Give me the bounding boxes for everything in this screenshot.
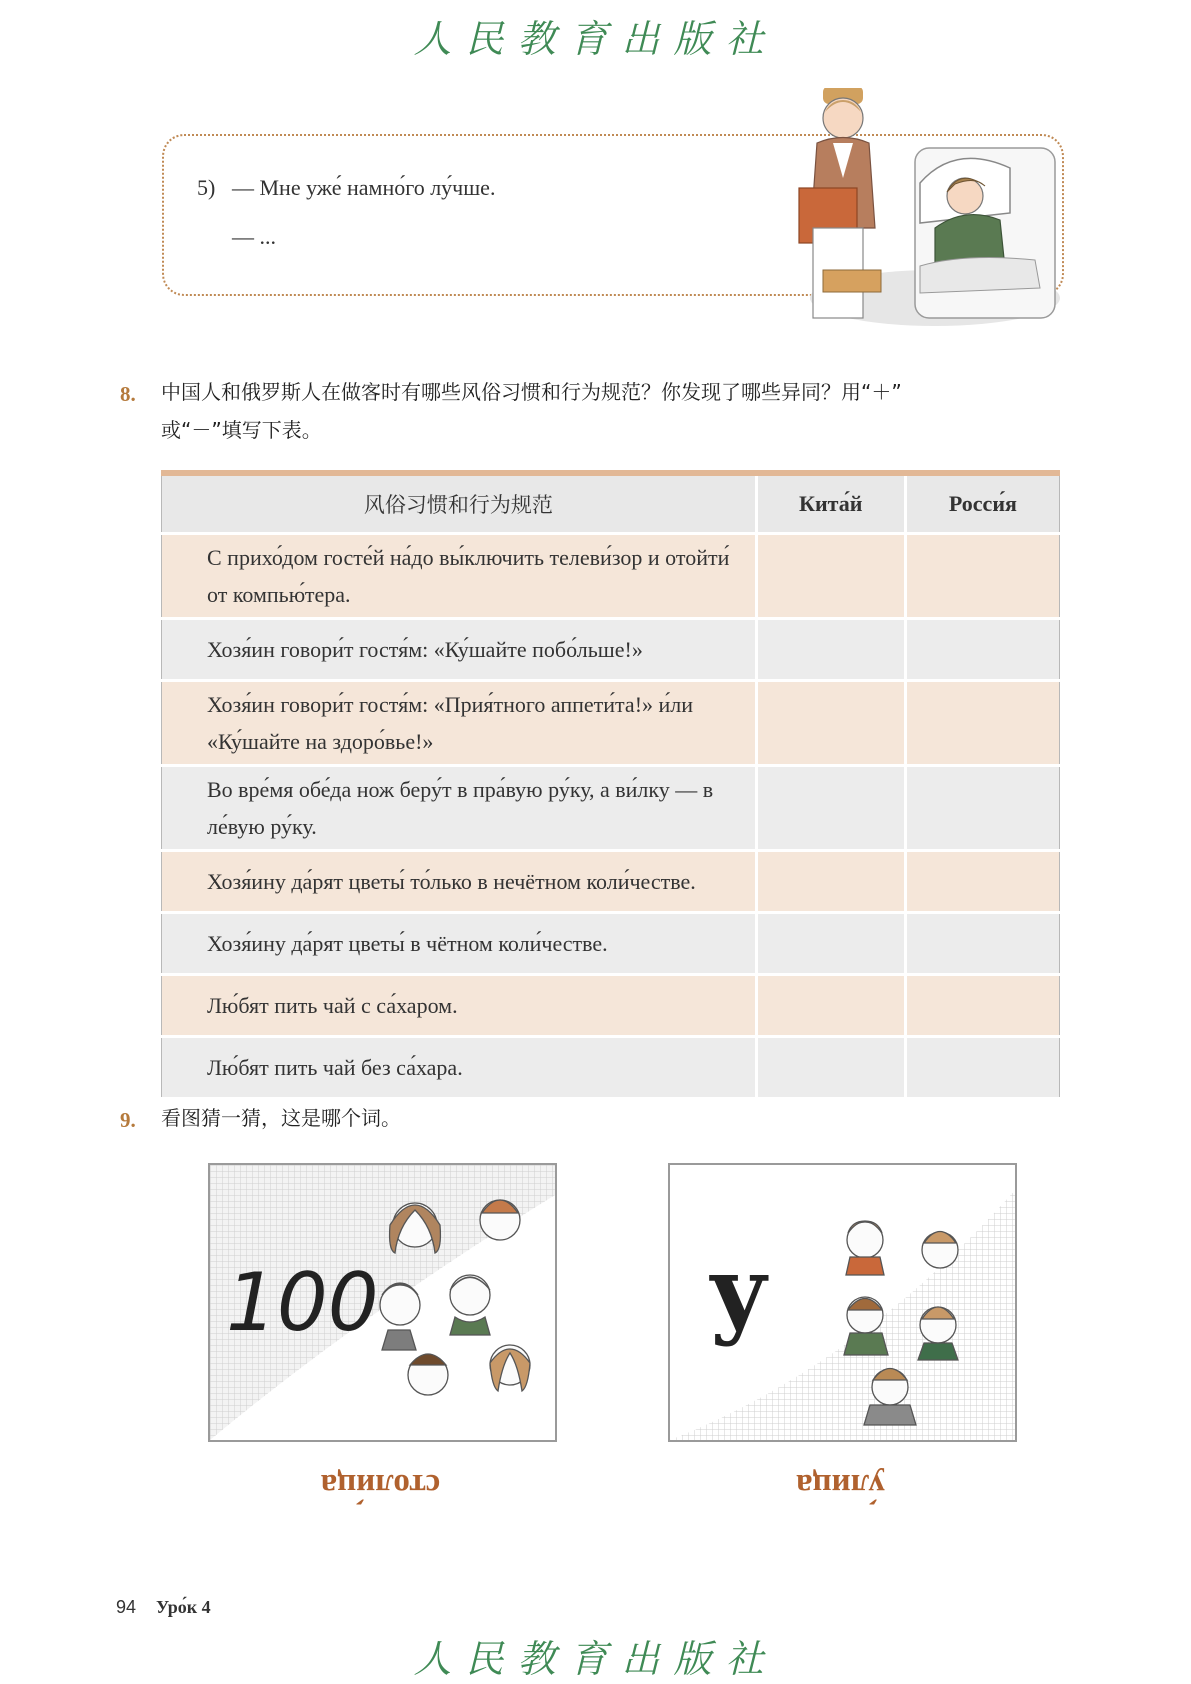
picture-label-u: у <box>708 1235 770 1348</box>
row-text: С прихо́дом госте́й на́до вы́ключить телеви́зор и отойти́ от компью́тера. <box>162 534 757 619</box>
cell-china[interactable] <box>756 766 905 851</box>
row-text: Лю́бят пить чай без са́хара. <box>162 1037 757 1099</box>
picture-stolitsa <box>208 1163 557 1442</box>
cell-china[interactable] <box>756 975 905 1037</box>
task8-text-line-2: 或“－”填写下表。 <box>161 418 322 442</box>
lesson-label: Уро́к 4 <box>156 1597 211 1617</box>
publisher-logo-bottom: 人民教育出版社 <box>413 1637 778 1681</box>
cell-russia[interactable] <box>905 975 1059 1037</box>
dialog-line-1: — Мне уже́ намно́го лу́чше. <box>232 175 496 200</box>
table-header-row <box>162 473 1060 534</box>
table-row <box>162 913 1060 975</box>
header-russia: Росси́я <box>905 473 1059 534</box>
cell-china[interactable] <box>756 1037 905 1099</box>
row-text: Хозя́ин говори́т гостя́м: «Ку́шайте побо́льше!» <box>162 619 757 681</box>
cell-china[interactable] <box>756 913 905 975</box>
table-row <box>162 534 1060 619</box>
cell-russia[interactable] <box>905 913 1059 975</box>
task9-number: 9. <box>120 1108 136 1132</box>
answer-ulitsa: у́лица <box>796 1467 885 1503</box>
picture-ulitsa <box>668 1163 1017 1442</box>
table-row <box>162 851 1060 913</box>
cell-russia[interactable] <box>905 681 1059 766</box>
cell-china[interactable] <box>756 534 905 619</box>
table-row <box>162 975 1060 1037</box>
faces-illustration-1 <box>210 1165 555 1440</box>
answer-stolitsa: столи́ца <box>320 1467 441 1503</box>
row-text: Хозя́ину да́рят цветы́ то́лько в нечётном коли́честве. <box>162 851 757 913</box>
page-number: 94 <box>116 1597 137 1617</box>
table-row <box>162 619 1060 681</box>
cell-russia[interactable] <box>905 534 1059 619</box>
row-text: Во вре́мя обе́да нож беру́т в пра́вую ру́ку, а ви́лку — в ле́вую ру́ку. <box>162 766 757 851</box>
faces-illustration-2 <box>670 1165 1015 1440</box>
header-norms: 风俗习惯和行为规范 <box>162 473 757 534</box>
row-text: Лю́бят пить чай с са́харом. <box>162 975 757 1037</box>
cell-russia[interactable] <box>905 1037 1059 1099</box>
dialog-line-2: — ... <box>232 224 276 249</box>
table-row <box>162 681 1060 766</box>
norms-table <box>161 470 1060 1100</box>
row-text: Хозя́ину да́рят цветы́ в чётном коли́честве. <box>162 913 757 975</box>
publisher-logo-top: 人民教育出版社 <box>413 17 778 61</box>
picture-label-100: 100 <box>226 1256 379 1349</box>
header-china: Кита́й <box>756 473 905 534</box>
cell-china[interactable] <box>756 851 905 913</box>
table-row <box>162 1037 1060 1099</box>
cell-china[interactable] <box>756 619 905 681</box>
dialog-number: 5) <box>197 175 216 200</box>
cell-russia[interactable] <box>905 619 1059 681</box>
doctor-patient-illustration <box>795 88 1065 328</box>
task8-number: 8. <box>120 382 136 406</box>
cell-russia[interactable] <box>905 766 1059 851</box>
task9-text: 看图猜一猜，这是哪个词。 <box>161 1106 401 1130</box>
row-text: Хозя́ин говори́т гостя́м: «Прия́тного аппети́та!» и́ли «Ку́шайте на здоро́вье!» <box>162 681 757 766</box>
cell-russia[interactable] <box>905 851 1059 913</box>
task8-text-line-1: 中国人和俄罗斯人在做客时有哪些风俗习惯和行为规范？你发现了哪些异同？用“＋” <box>161 380 902 404</box>
table-row <box>162 766 1060 851</box>
cell-china[interactable] <box>756 681 905 766</box>
